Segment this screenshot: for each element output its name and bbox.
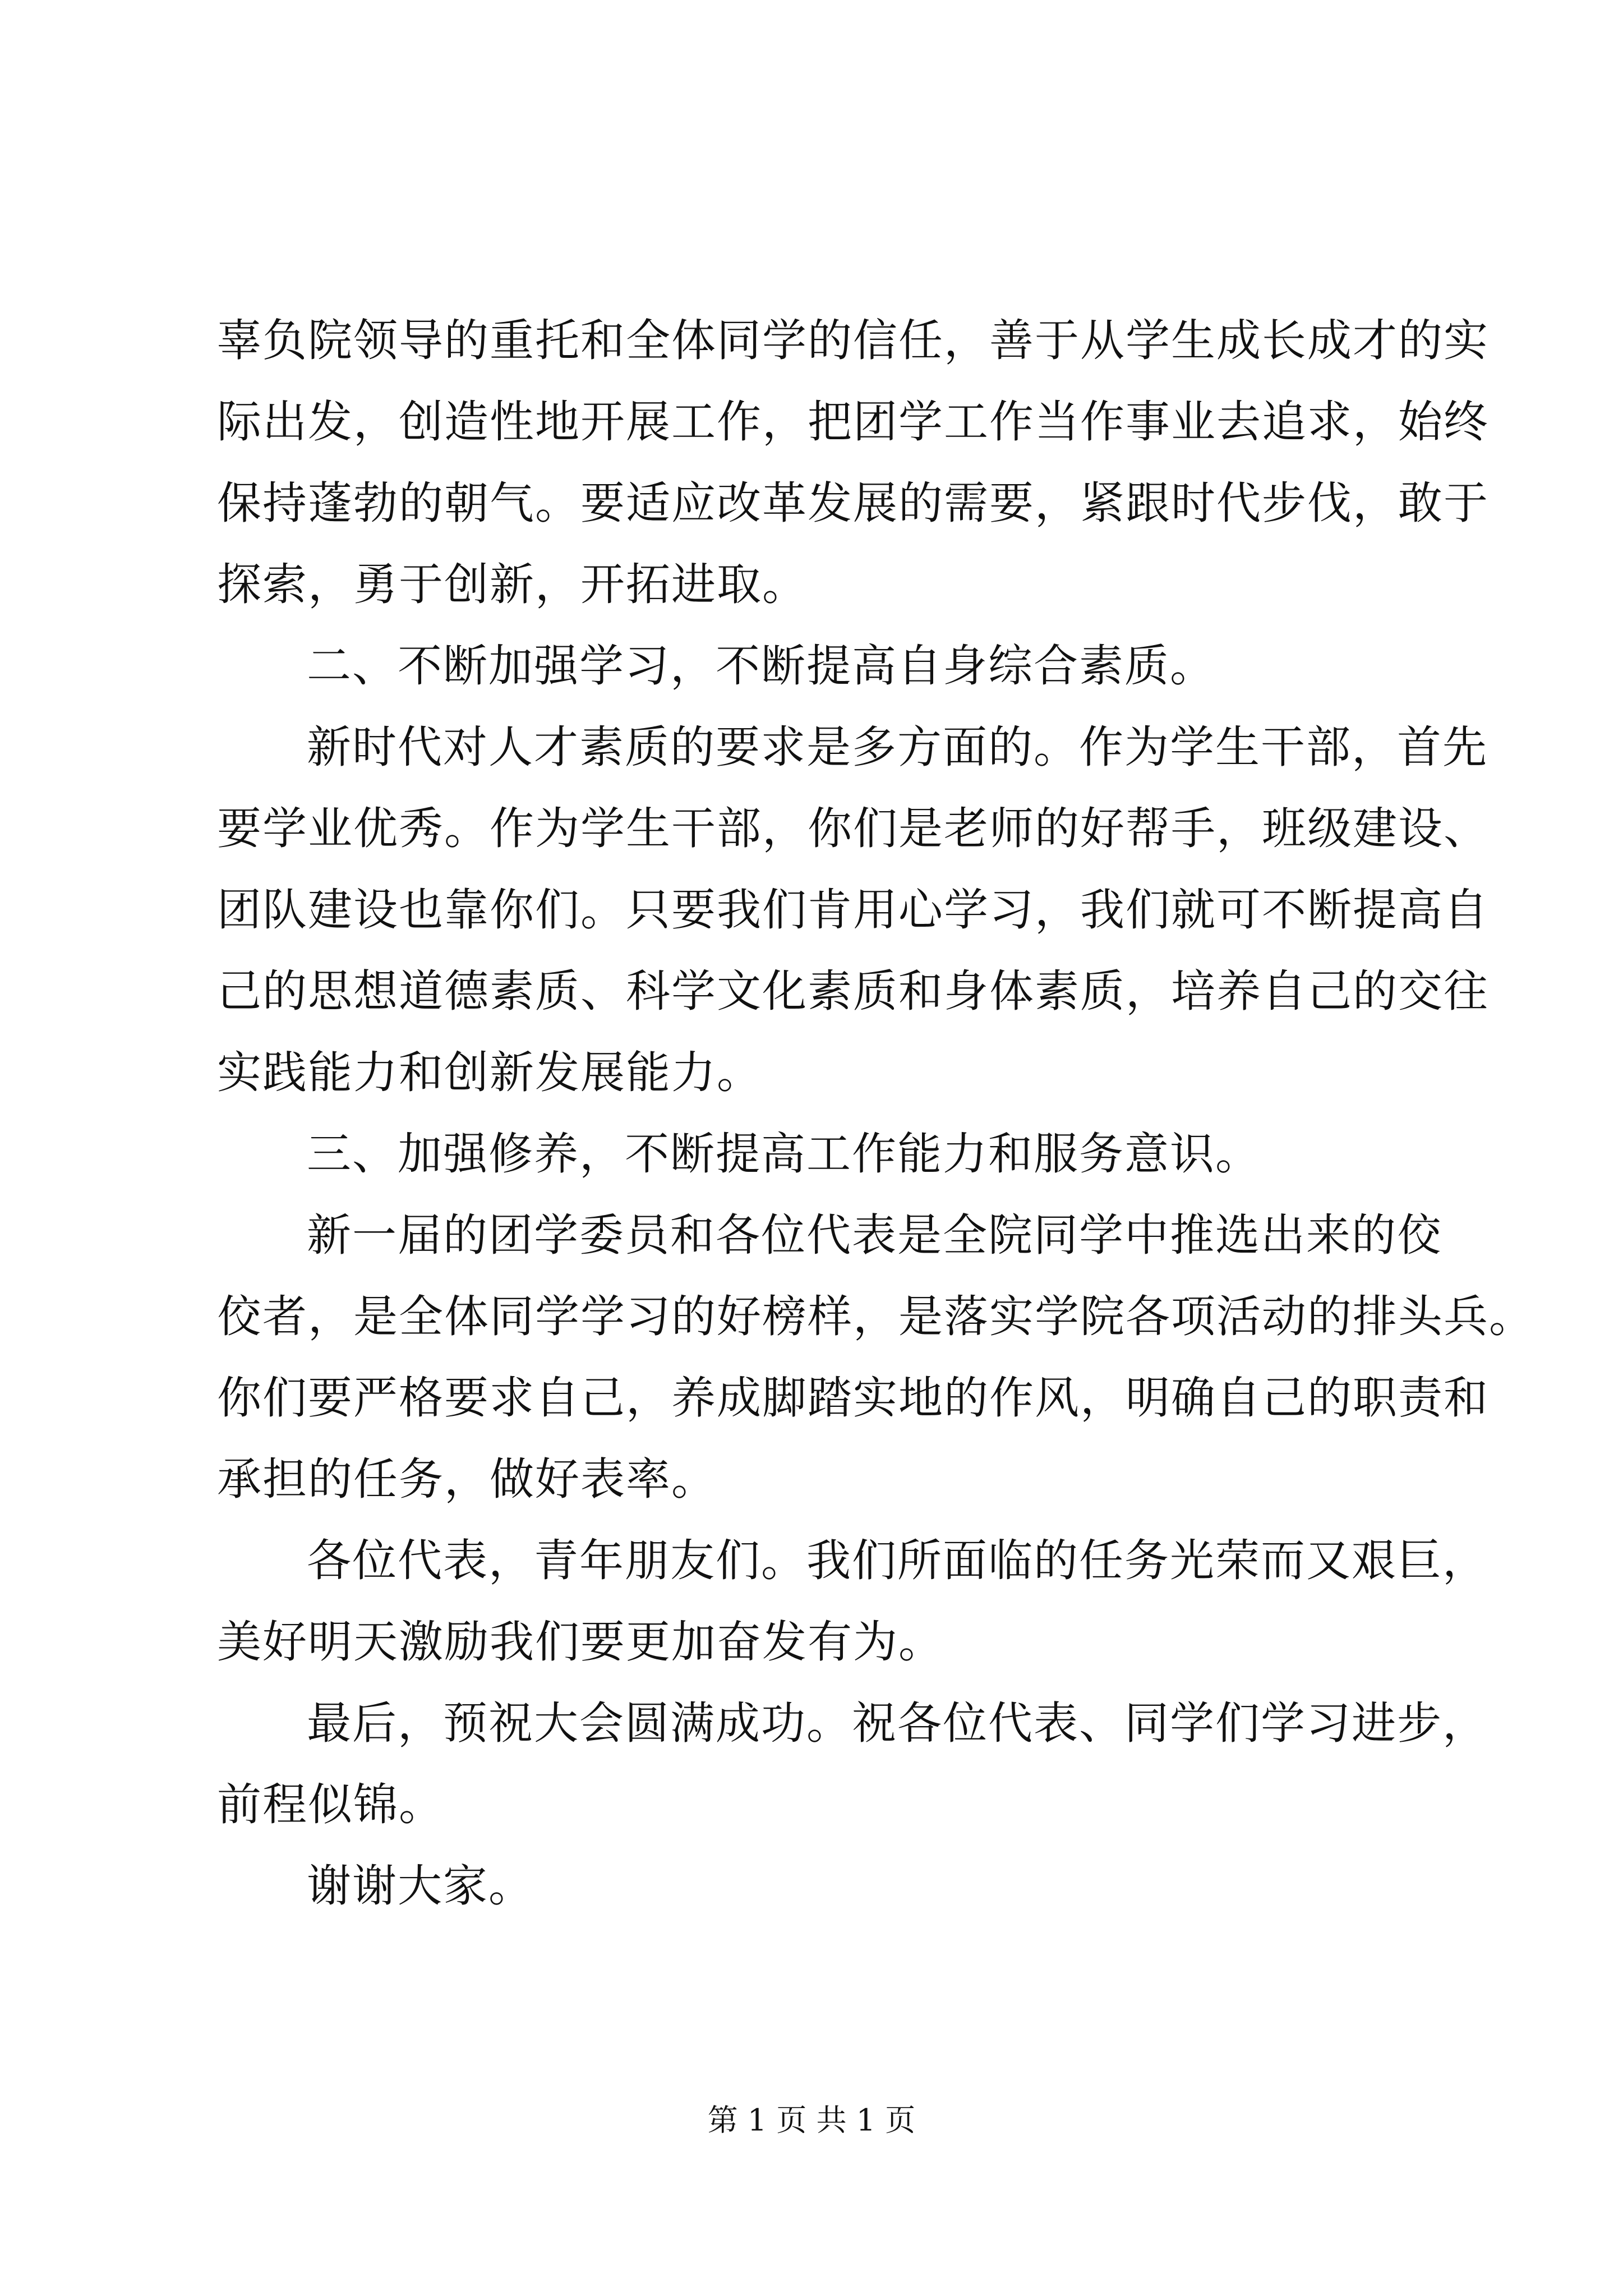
- text-line: 际出发，创造性地开展工作，把团学工作当作事业去追求，始终: [217, 396, 1489, 448]
- text-line: 团队建设也靠你们。只要我们肯用心学习，我们就可不断提高自: [217, 884, 1489, 936]
- page-number-footer: 第 1 页 共 1 页: [707, 2102, 916, 2138]
- closing-line: 谢谢大家。: [307, 1860, 534, 1912]
- text-line: 前程似锦。: [217, 1779, 444, 1830]
- document-body: [217, 300, 1534, 1927]
- text-line: 新时代对人才素质的要求是多方面的。作为学生干部，首先: [307, 721, 1488, 773]
- text-line: 佼者，是全体同学学习的好榜样，是落实学院各项活动的排头兵。: [217, 1291, 1534, 1342]
- text-line: 最后，预祝大会圆满成功。祝各位代表、同学们学习进步，: [307, 1697, 1488, 1749]
- text-line: 承担的任务，做好表率。: [217, 1453, 717, 1505]
- text-line: 保持蓬勃的朝气。要适应改革发展的需要，紧跟时代步伐，敢于: [217, 477, 1489, 529]
- section-heading: 三、加强修养，不断提高工作能力和服务意识。: [307, 1128, 1261, 1180]
- text-line: 辜负院领导的重托和全体同学的信任，善于从学生成长成才的实: [217, 315, 1489, 366]
- section-heading: 二、不断加强学习，不断提高自身综合素质。: [307, 640, 1215, 692]
- text-line: 要学业优秀。作为学生干部，你们是老师的好帮手，班级建设、: [217, 803, 1489, 854]
- text-line: 探索，勇于创新，开拓进取。: [217, 559, 808, 610]
- text-line: 己的思想道德素质、科学文化素质和身体素质，培养自己的交往: [217, 965, 1489, 1017]
- text-line: 你们要严格要求自己，养成脚踏实地的作风，明确自己的职责和: [217, 1372, 1489, 1424]
- text-line: 各位代表，青年朋友们。我们所面临的任务光荣而又艰巨，: [307, 1535, 1488, 1586]
- text-line: 实践能力和创新发展能力。: [217, 1047, 762, 1098]
- text-line: 新一届的团学委员和各位代表是全院同学中推选出来的佼: [307, 1209, 1442, 1261]
- text-line: 美好明天激励我们要更加奋发有为。: [217, 1616, 944, 1668]
